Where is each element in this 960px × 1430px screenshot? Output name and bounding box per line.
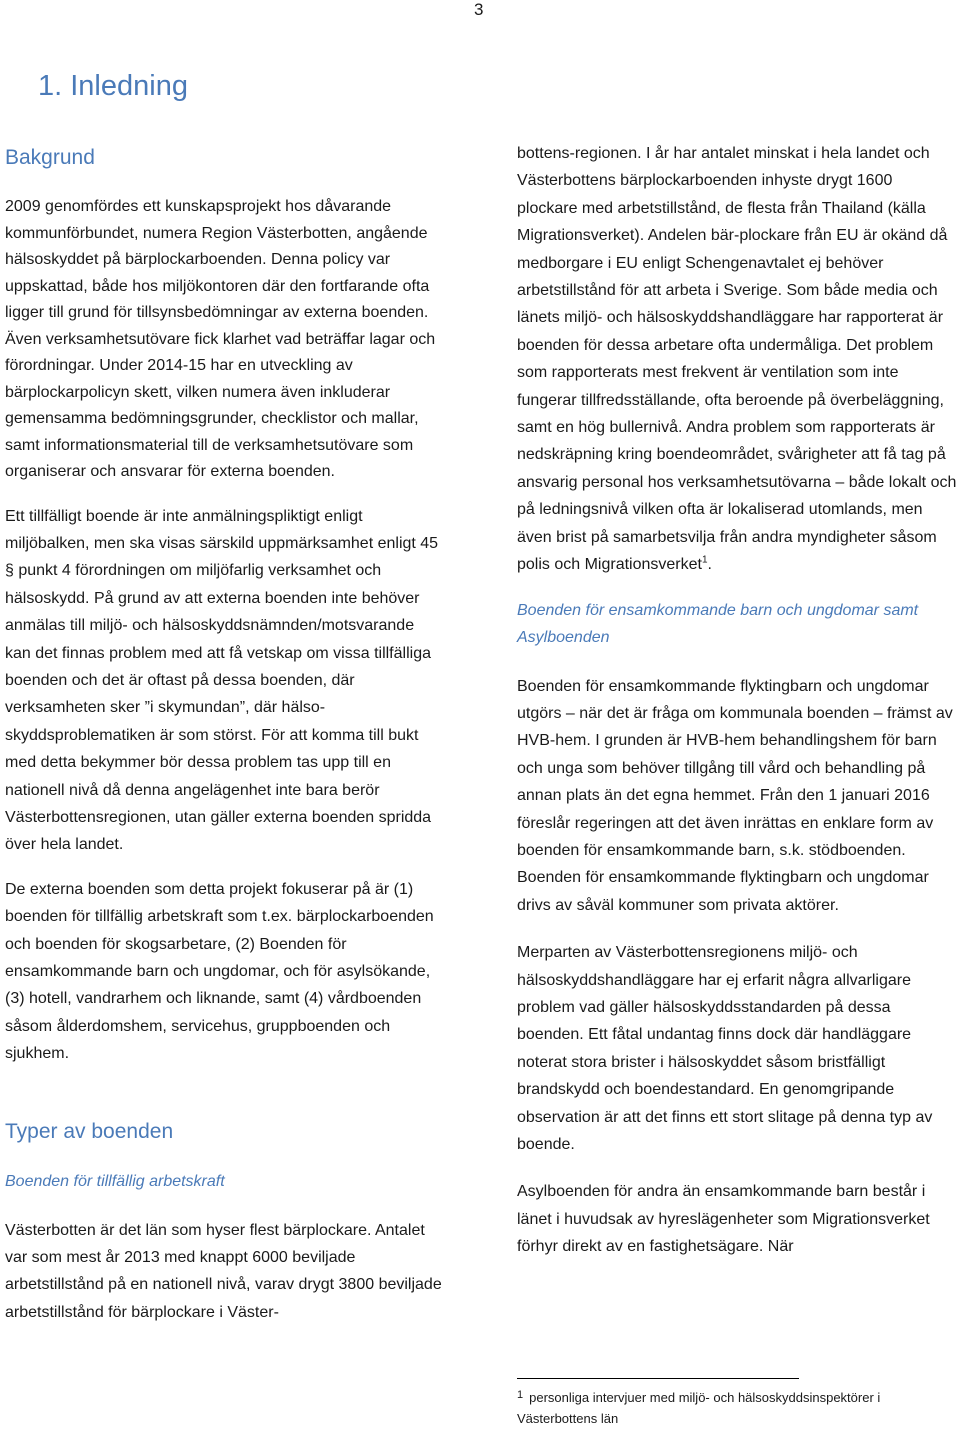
page-number: 3 [474, 0, 484, 19]
paragraph [517, 140, 957, 579]
subheading-ensamkommande: Boenden för ensamkommande barn och ungdomar samt Asylboenden [517, 601, 919, 646]
chapter-title: 1. Inledning [38, 70, 188, 102]
footnote-mark: 1 [517, 1389, 524, 1401]
paragraph: Västerbotten är det län som hyser flest bärplockare. Antalet var som mest år 2013 med knappt 6000 beviljade arbetstillstånd på en nationell nivå, varav drygt 3800 beviljade arbetstillstånd för bärplockare i Väster- [5, 1221, 442, 1321]
footnote-divider [517, 1378, 799, 1379]
paragraph: Asylboenden för andra än ensamkommande barn består i länet i huvudsak av hyreslägenheter som Migrationsverket förhyr direkt av en fastighetsägare. När [517, 1183, 930, 1256]
footnote-text: personliga intervjuer med miljö- och hälsoskyddsinspektörer i Västerbottens län [517, 1390, 881, 1426]
subheading-tillfallig-arbetskraft: Boenden för tillfällig arbetskraft [5, 1172, 225, 1190]
right-column [517, 142, 957, 1261]
paragraph-text: bottens-regionen. I år har antalet minskat i hela landet och Västerbottens bärplockarboenden inhyste drygt 1600 plockare med arbetstillstånd, de flesta från Thailand (källa Migrationsverket). Andelen bär-plockare från EU är okänd då medborgare i EU enligt Schengenavtalet ej behöver arbetstillstånd för att arbeta i Sverige. Som både media och länets miljö- och hälsoskyddshandläggare har rapporterat är boenden för dessa arbetare ofta undermåliga. Det problem som rapporterats mest frekvent är ventilation som inte fungerar tillfredsställande, ofta beroende på överbeläggning, samt en hög bullernivå. Andra problem som rapporterats är nedskräpning kring boendeområdet, svårigheter att få tag på ansvarig personal hos verksamhetsutövarna – både lokalt och på ledningsnivå vilken ofta är lokaliserad utomlands, men även brist på samarbetsvilja från andra myndigheter såsom polis och Migrationsverket [517, 145, 957, 574]
paragraph: 2009 genomfördes ett kunskapsprojekt hos dåvarande kommunförbundet, numera Region Västerbotten, angående hälsoskyddet på bärplockarboenden. Denna policy var uppskattad, både hos miljökontoren där den fortfarande ofta ligger till grund för tillsynsbedömningar av externa boenden. Även verksamhetsutövare fick klarhet vad beträffar lagar och förordningar. Under 2014-15 har en utveckling av bärplockarpolicyn skett, vilken numera även inkluderar gemensamma bedömningsgrunder, checklistor och mallar, samt informationsmaterial till de verksamhetsutövare som organiserar och ansvarar för externa boenden. [5, 198, 436, 480]
paragraph: Merparten av Västerbottensregionens miljö- och hälsoskyddshandläggare har ej erfarit några allvarligare problem vad gäller hälsoskyddsstandarden på dessa boenden. Ett fåtal undantag finns dock där handläggare noterat stora brister i hälsoskyddet såsom bristfälligt brandskydd och boendestandard. En genomgripande observation är att det finns ett stort slitage på denna typ av boende. [517, 944, 933, 1153]
paragraph-end: . [707, 556, 712, 574]
left-column [5, 142, 443, 1326]
paragraph: De externa boenden som detta projekt fokuserar på är (1) boenden för tillfällig arbetskraft som t.ex. bärplockarboenden och boenden för skogsarbetare, (2) Boenden för ensamkommande barn och ungdomar, och för asylsökande, (3) hotell, vandrarhem och liknande, samt (4) vårdboenden såsom ålderdomshem, servicehus, gruppboenden och sjukhem. [5, 880, 434, 1063]
footnote-reference[interactable]: 1 [701, 554, 708, 566]
paragraph: Ett tillfälligt boende är inte anmälningspliktigt enligt miljöbalken, men ska visas särskild uppmärksamhet enligt 45 § punkt 4 förordningen om miljöfarlig verksamhet och hälsoskydd. På grund av att externa boenden inte behöver anmälas till miljö- och hälsoskyddsnämnden/motsvarande kan det finnas problem med att få vetskap om vissa tillfälliga boenden och det är oftast på dessa boenden, där verksamheten sker ”i skymundan”, där hälso-skyddsproblematiken är som störst. För att komma till bukt med detta bekymmer bör dessa problem tas upp till en nationell nivå då denna angelägenhet inte bara berör Västerbottensregionen, utan gäller externa boenden spridda över hela landet. [5, 507, 439, 854]
paragraph: Boenden för ensamkommande flyktingbarn och ungdomar utgörs – när det är fråga om kommunala boenden – främst av HVB-hem. I grunden är HVB-hem behandlingshem för barn och unga som behöver tillgång till vård och behandling på annan plats än det egna hemmet. Från den 1 januari 2016 föreslår regeringen att det även inrättas en enklare form av boenden för ensamkommande barn, s.k. stödboenden. Boenden för ensamkommande flyktingbarn och ungdomar drivs av såväl kommuner som privata aktörer. [517, 677, 953, 914]
heading-typer-av-boenden: Typer av boenden [5, 1119, 174, 1143]
footnote [517, 1388, 957, 1428]
heading-bakgrund: Bakgrund [5, 146, 95, 169]
